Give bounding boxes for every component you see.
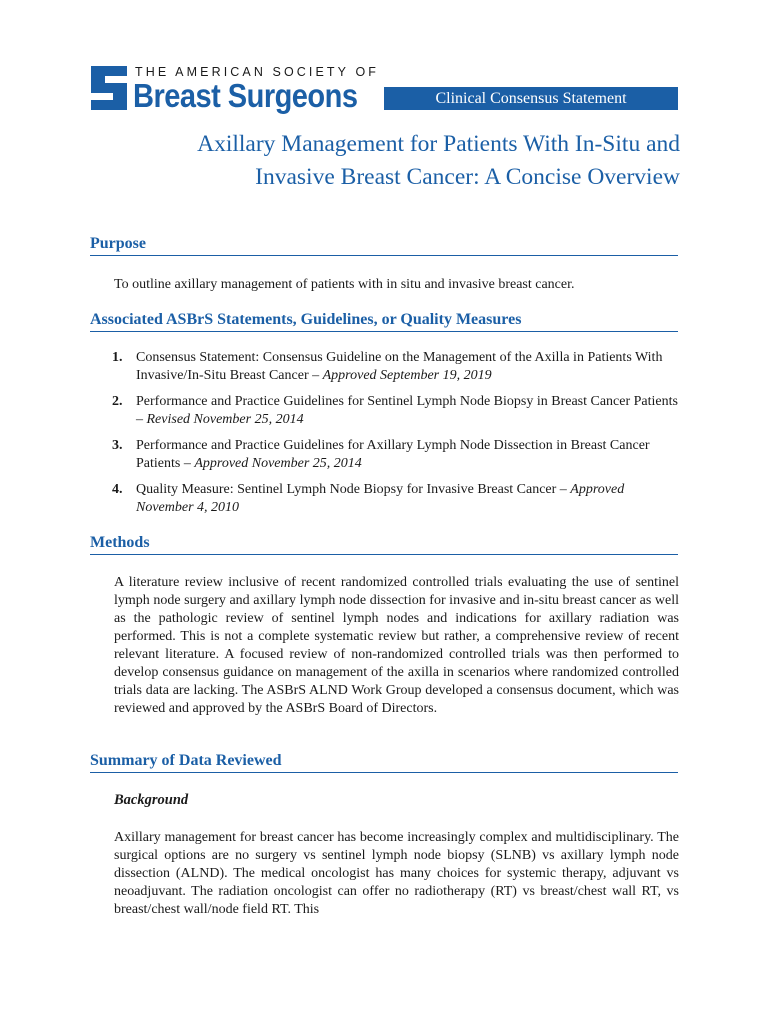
purpose-heading: Purpose [90,235,678,256]
list-item-number: 3. [112,438,123,453]
title-line-2: Invasive Breast Cancer: A Concise Overview [255,164,680,190]
associated-heading: Associated ASBrS Statements, Guidelines, or Quality Measures [90,311,678,332]
asbrs-logo [89,64,379,114]
org-name-big: Breast Surgeons [133,77,358,114]
methods-heading: Methods [90,534,678,555]
document-type-badge: Clinical Consensus Statement [384,87,678,110]
list-item [112,393,682,429]
methods-text: A literature review inclusive of recent randomized controlled trials evaluating the use of sentinel lymph node surgery and axillary lymph node dissection for invasive and in-situ breast cancer as well as the pathologic review of sentinel lymph nodes and indications for axillary radiation was performed. This is not a complete systematic review but rather, a comprehensive review of recent relevant literature. A focused review of non-randomized controlled trials was then performed to develop consensus guidance on management of the axilla in scenarios where randomized controlled trials data are lacking. The ASBrS ALND Work Group developed a consensus document, which was reviewed and approved by the ASBrS Board of Directors. [114,575,679,716]
list-item-text: Performance and Practice Guidelines for Sentinel Lymph Node Biopsy in Breast Cancer Patients – [136,394,678,427]
list-item-date: Approved November 25, 2014 [194,456,362,471]
document-title [90,128,680,194]
list-item-text: Consensus Statement: Consensus Guideline on the Management of the Axilla in Patients With Invasive/In-Situ Breast Cancer – [136,350,663,383]
list-item-date: Approved September 19, 2019 [322,368,492,383]
background-text: Axillary management for breast cancer has become increasingly complex and multidisciplinary. The surgical options are no surgery vs sentinel lymph node biopsy (SLNB) vs axillary lymph node dissection (ALND). The medical oncologist has many choices for systemic therapy, adjuvant vs neoadjuvant. The radiation oncologist can offer no radiotherapy (RT) vs breast/chest wall RT, vs breast/chest wall/node field RT. This [114,830,679,917]
list-item-text: Quality Measure: Sentinel Lymph Node Biopsy for Invasive Breast Cancer – [136,482,571,497]
title-line-1: Axillary Management for Patients With In-Situ and [197,131,680,157]
list-item-number: 1. [112,350,123,365]
list-item-number: 2. [112,394,123,409]
summary-heading: Summary of Data Reviewed [90,752,678,773]
list-item [112,349,682,385]
org-name-small: THE AMERICAN SOCIETY OF [135,65,380,79]
associated-list [112,349,682,525]
list-item [112,481,682,517]
list-item-number: 4. [112,482,123,497]
background-subheading: Background [114,792,189,808]
list-item-text: Performance and Practice Guidelines for Axillary Lymph Node Dissection in Breast Cancer Patients – [136,438,650,471]
list-item-date: Approved November 4, 2010 [136,482,625,515]
asbrs-s-logo-icon [89,64,129,112]
purpose-text: To outline axillary management of patients with in situ and invasive breast cancer. [114,277,575,292]
list-item [112,437,682,473]
list-item-date: Revised November 25, 2014 [146,412,304,427]
